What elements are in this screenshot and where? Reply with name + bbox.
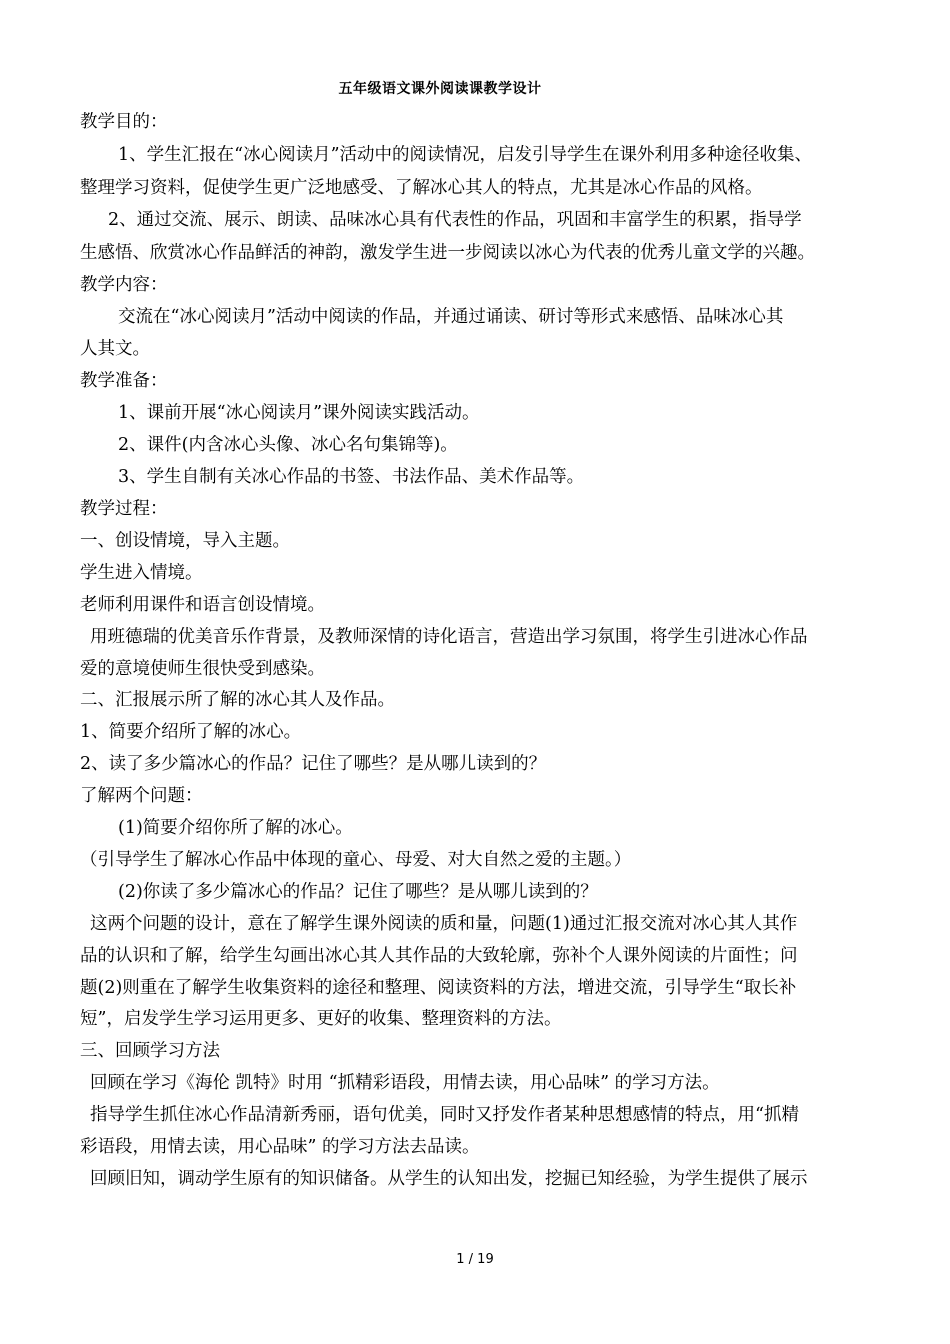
text-line: 题(2)则重在了解学生收集资料的途径和整理、阅读资料的方法，增进交流，引导学生“取长补 bbox=[80, 978, 797, 998]
text-line: 三、回顾学习方法 bbox=[80, 1041, 220, 1061]
text-line: 生感悟、欣赏冰心作品鲜活的神韵，激发学生进一步阅读以冰心为代表的优秀儿童文学的兴趣。 bbox=[80, 243, 815, 263]
text-line: 指导学生抓住冰心作品清新秀丽，语句优美，同时又抒发作者某种思想感情的特点，用“抓精 bbox=[90, 1105, 799, 1125]
text-line: 一、创设情境，导入主题。 bbox=[80, 531, 290, 551]
text-line: 这两个问题的设计，意在了解学生课外阅读的质和量，问题(1)通过汇报交流对冰心其人其作 bbox=[90, 914, 798, 934]
text-line: 用班德瑞的优美音乐作背景，及教师深情的诗化语言，营造出学习氛围，将学生引进冰心作品 bbox=[90, 627, 808, 647]
text-line: 了解两个问题： bbox=[80, 786, 203, 806]
text-line: 教学过程： bbox=[80, 499, 168, 519]
text-line: 二、汇报展示所了解的冰心其人及作品。 bbox=[80, 690, 395, 710]
text-line: 1、学生汇报在“冰心阅读月”活动中的阅读情况，启发引导学生在课外利用多种途径收集、 bbox=[118, 145, 813, 165]
text-line: 爱的意境使师生很快受到感染。 bbox=[80, 659, 325, 679]
text-line: 彩语段，用情去读，用心品味” 的学习方法去品读。 bbox=[80, 1137, 480, 1157]
text-line: 教学内容： bbox=[80, 275, 168, 295]
text-line: 2、课件(内含冰心头像、冰心名句集锦等)。 bbox=[118, 435, 458, 455]
text-line: （引导学生了解冰心作品中体现的童心、母爱、对大自然之爱的主题。） bbox=[80, 850, 632, 870]
text-line: 交流在“冰心阅读月”活动中阅读的作品，并通过诵读、研讨等形式来感悟、品味冰心其 bbox=[118, 307, 784, 327]
text-line: 回顾在学习《海伦 凯特》时用 “抓精彩语段，用情去读，用心品味” 的学习方法。 bbox=[90, 1073, 720, 1093]
text-line: 整理学习资料，促使学生更广泛地感受、了解冰心其人的特点，尤其是冰心作品的风格。 bbox=[80, 178, 763, 198]
text-line: 2、通过交流、展示、朗读、品味冰心具有代表性的作品，巩固和丰富学生的积累，指导学 bbox=[108, 210, 802, 230]
text-line: 学生进入情境。 bbox=[80, 563, 203, 583]
text-line: 1、课前开展“冰心阅读月”课外阅读实践活动。 bbox=[118, 403, 480, 423]
text-line: 教学目的： bbox=[80, 112, 168, 132]
text-line: 品的认识和了解，给学生勾画出冰心其人其作品的大致轮廓，弥补个人课外阅读的片面性；问 bbox=[80, 946, 798, 966]
page-number: 1 / 19 bbox=[456, 1252, 494, 1267]
text-line: (1)简要介绍你所了解的冰心。 bbox=[118, 818, 353, 838]
text-line: (2)你读了多少篇冰心的作品？记住了哪些？是从哪儿读到的？ bbox=[118, 882, 598, 902]
text-line: 老师利用课件和语言创设情境。 bbox=[80, 595, 325, 615]
text-line: 人其文。 bbox=[80, 339, 150, 359]
text-line: 3、学生自制有关冰心作品的书签、书法作品、美术作品等。 bbox=[118, 467, 585, 487]
document-title: 五年级语文课外阅读课教学设计 bbox=[338, 81, 542, 97]
text-line: 2、读了多少篇冰心的作品？记住了哪些？是从哪儿读到的？ bbox=[80, 754, 547, 774]
text-line: 1、简要介绍所了解的冰心。 bbox=[80, 722, 302, 742]
text-line: 短”，启发学生学习运用更多、更好的收集、整理资料的方法。 bbox=[80, 1009, 562, 1029]
text-line: 教学准备： bbox=[80, 371, 168, 391]
text-line: 回顾旧知，调动学生原有的知识储备。从学生的认知出发，挖掘已知经验，为学生提供了展示 bbox=[90, 1169, 808, 1189]
